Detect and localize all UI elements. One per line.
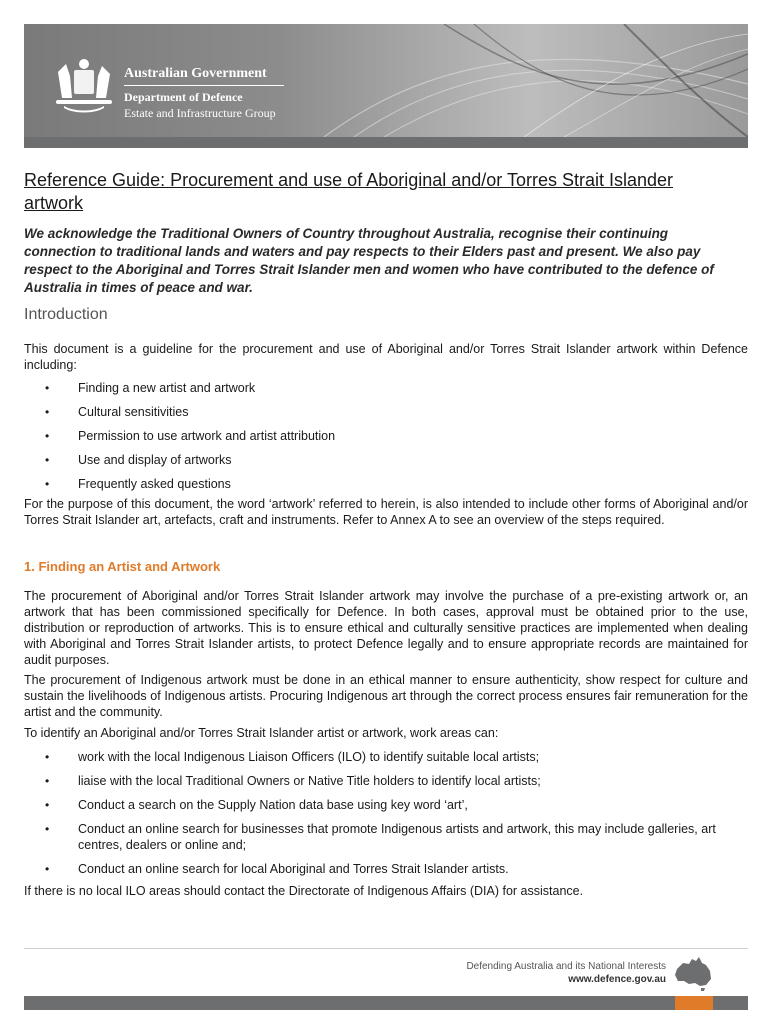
section-1-paragraph-3: To identify an Aboriginal and/or Torres Strait Islander artist or artwork, work areas can: xyxy=(24,726,499,740)
footer-text xyxy=(466,960,666,986)
list-item: • Conduct an online search for businesses that promote Indigenous artists and artwork, this may include galleries, art centres, dealers or online and; xyxy=(24,821,748,853)
department-name: Department of Defence xyxy=(124,90,243,104)
section-1-paragraph-1: The procurement of Aboriginal and/or Torres Strait Islander artwork may involve the purchase of a pre-existing artwork or, an artwork that has been commissioned specifically for Defence. In both cases, approval must be obtained prior to the use, distribution or reproduction of artworks. This is to ensure ethical and culturally sensitive practices are implemented when dealing with Aboriginal and Torres Strait Islander artists, to protect Defence legally and to ensure appropriate records are maintained for audit purposes. xyxy=(24,589,748,667)
purpose-paragraph: For the purpose of this document, the word ‘artwork’ referred to herein, is also intended to include other forms of Aboriginal and/or Torres Strait Islander art, artefacts, craft and instruments. Refer to Annex A to see an overview of the steps required. xyxy=(24,497,748,527)
list-item: • Finding a new artist and artwork xyxy=(24,380,335,396)
government-wordmark xyxy=(124,66,284,121)
header-bar xyxy=(24,137,748,148)
footer-tagline: Defending Australia and its National Interests xyxy=(466,961,666,972)
introduction-lead: This document is a guideline for the procurement and use of Aboriginal and/or Torres Strait Islander artwork within Defence including: xyxy=(24,342,748,372)
introduction-heading: Introduction xyxy=(24,306,108,323)
footer-bar xyxy=(24,996,748,1010)
section-1-list xyxy=(24,749,748,877)
list-item: • work with the local Indigenous Liaison Officers (ILO) to identify suitable local artists; xyxy=(24,749,748,765)
group-name: Estate and Infrastructure Group xyxy=(124,106,276,120)
list-item: • Conduct an online search for local Aboriginal and Torres Strait Islander artists. xyxy=(24,861,748,877)
section-1-paragraph-2: The procurement of Indigenous artwork must be done in an ethical manner to ensure authenticity, show respect for culture and sustain the livelihoods of Indigenous artists. Procuring Indigenous art through the correct process ensures fair remuneration for the artist and the community. xyxy=(24,673,748,719)
page-title: Reference Guide: Procurement and use of Aboriginal and/or Torres Strait Islander artwork xyxy=(24,170,674,213)
list-item: • Use and display of artworks xyxy=(24,452,335,468)
footer-url: www.defence.gov.au xyxy=(568,974,666,985)
list-item: • Permission to use artwork and artist attribution xyxy=(24,428,335,444)
list-item: • liaise with the local Traditional Owners or Native Title holders to identify local artists; xyxy=(24,773,748,789)
footer-divider xyxy=(24,948,748,949)
list-item: • Conduct a search on the Supply Nation data base using key word ‘art’, xyxy=(24,797,748,813)
government-name: Australian Government xyxy=(124,66,284,86)
section-1-heading: 1. Finding an Artist and Artwork xyxy=(24,559,221,574)
coat-of-arms-icon xyxy=(44,54,124,118)
australia-map-icon xyxy=(673,955,715,991)
header-banner xyxy=(24,24,748,137)
list-item: • Cultural sensitivities xyxy=(24,404,335,420)
list-item: • Frequently asked questions xyxy=(24,476,335,492)
introduction-list xyxy=(24,380,335,492)
section-1-paragraph-4: If there is no local ILO areas should contact the Directorate of Indigenous Affairs (DIA) for assistance. xyxy=(24,884,584,898)
footer-accent-block xyxy=(675,996,713,1010)
acknowledgement-text: We acknowledge the Traditional Owners of Country throughout Australia, recognise their continuing connection to traditional lands and waters and pay respects to their Elders past and present. We also pay respect to the Aboriginal and Torres Strait Islander men and women who have contributed to the defence of Australia in times of peace and war. xyxy=(24,226,714,295)
